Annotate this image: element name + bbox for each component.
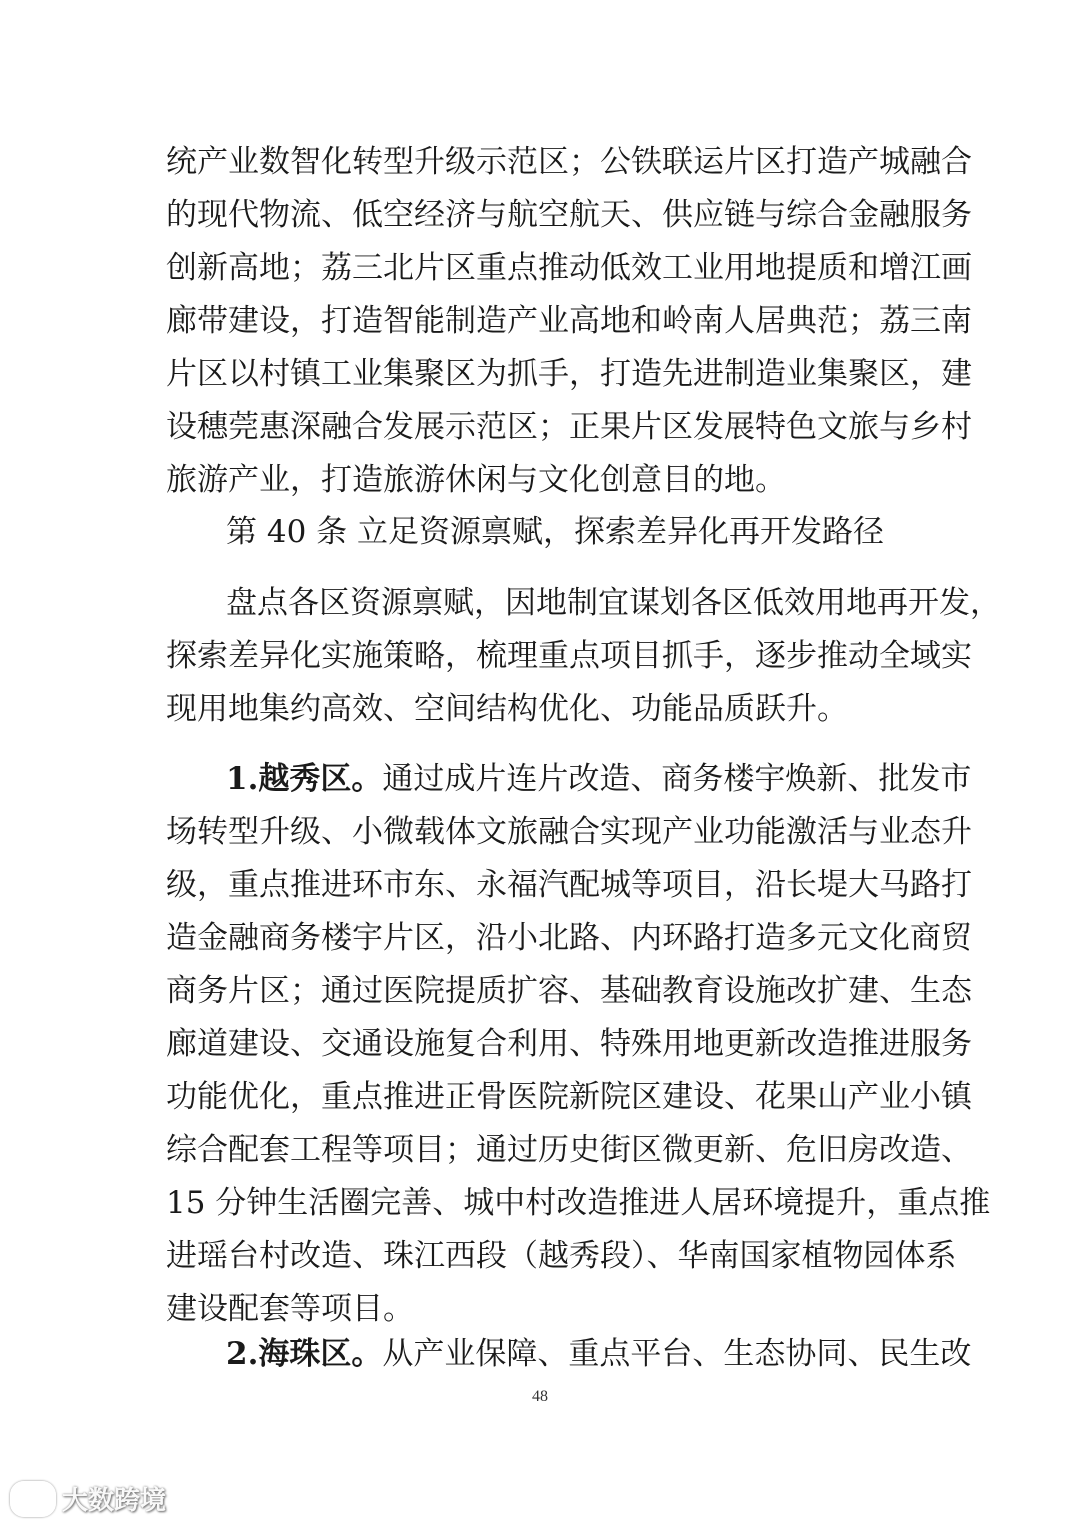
paragraph-line: 片区以村镇工业集聚区为抓手，打造先进制造业集聚区，建: [166, 356, 972, 392]
section-title-yuexiu: 1.越秀区。: [226, 761, 383, 797]
paragraph-line: 的现代物流、低空经济与航空航天、供应链与综合金融服务: [166, 197, 972, 233]
section-first-line: [226, 1334, 972, 1374]
watermark-logo-icon: [10, 1481, 56, 1517]
paragraph-line: 统产业数智化转型升级示范区；公铁联运片区打造产城融合: [166, 144, 972, 180]
paragraph-line: 15 分钟生活圈完善、城中村改造推进人居环境提升，重点推: [166, 1185, 991, 1221]
section-text: 从产业保障、重点平台、生态协同、民生改: [382, 1336, 972, 1372]
paragraph-line: 级，重点推进环市东、永福汽配城等项目，沿长堤大马路打: [166, 867, 972, 903]
section-title-haizhu: 2.海珠区。: [226, 1336, 383, 1372]
paragraph-line: 场转型升级、小微载体文旅融合实现产业功能激活与业态升: [166, 814, 972, 850]
paragraph-line: 现用地集约高效、空间结构优化、功能品质跃升。: [166, 691, 848, 727]
paragraph-line: 廊带建设，打造智能制造产业高地和岭南人居典范；荔三南: [166, 303, 972, 339]
paragraph-line: 综合配套工程等项目；通过历史街区微更新、危旧房改造、: [166, 1132, 972, 1168]
paragraph-line: 造金融商务楼宇片区，沿小北路、内环路打造多元文化商贸: [166, 920, 972, 956]
paragraph-line: 探索差异化实施策略，梳理重点项目抓手，逐步推动全域实: [166, 638, 972, 674]
watermark-text: 大数跨境: [62, 1486, 167, 1516]
paragraph-line: 商务片区；通过医院提质扩容、基础教育设施改扩建、生态: [166, 973, 972, 1009]
paragraph-line: 旅游产业，打造旅游休闲与文化创意目的地。: [166, 462, 786, 498]
paragraph-line: 创新高地；荔三北片区重点推动低效工业用地提质和增江画: [166, 250, 972, 286]
paragraph-line: 盘点各区资源禀赋，因地制宜谋划各区低效用地再开发，: [226, 585, 1001, 621]
article-heading: 第 40 条 立足资源禀赋，探索差异化再开发路径: [226, 514, 885, 550]
watermark: [10, 1480, 166, 1517]
paragraph-line: 设穗莞惠深融合发展示范区；正果片区发展特色文旅与乡村: [166, 409, 972, 445]
paragraph-line: 建设配套等项目。: [166, 1291, 414, 1327]
page-number: 48: [532, 1388, 548, 1405]
paragraph-line: 进瑶台村改造、珠江西段（越秀段）、华南国家植物园体系: [166, 1238, 957, 1274]
paragraph-line: 廊道建设、交通设施复合利用、特殊用地更新改造推进服务: [166, 1026, 972, 1062]
section-first-line: [226, 759, 972, 799]
paragraph-line: 功能优化，重点推进正骨医院新院区建设、花果山产业小镇: [166, 1079, 972, 1115]
section-text: 通过成片连片改造、商务楼宇焕新、批发市: [382, 761, 972, 797]
